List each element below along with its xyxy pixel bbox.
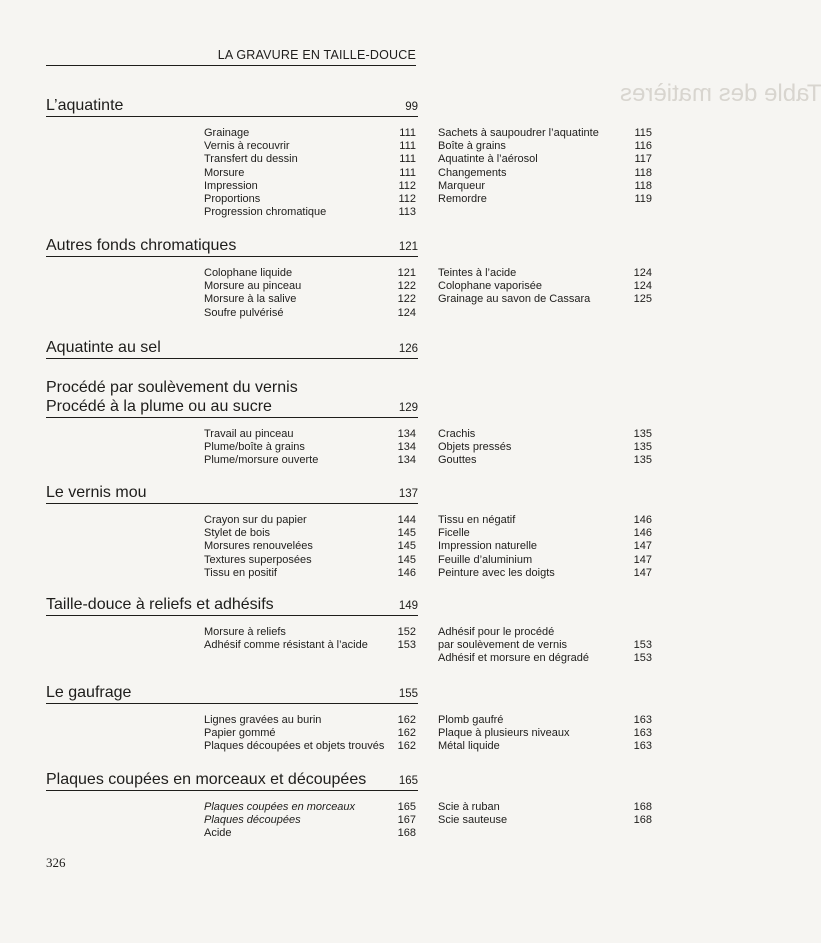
toc-entry (438, 639, 652, 652)
entry-label: Scie sauteuse (438, 814, 508, 827)
section-title (46, 96, 123, 115)
entry-page-number: 116 (634, 140, 652, 153)
left-column (204, 267, 416, 320)
toc-section (46, 338, 418, 359)
entry-label: Plaques découpées et objets trouvés (204, 740, 385, 753)
entry-label: Tissu en positif (204, 566, 277, 579)
page-number: 326 (46, 855, 66, 870)
toc-entry (438, 540, 652, 553)
entry-label: Acide (204, 827, 232, 840)
section-title (46, 483, 147, 502)
entry-page-number: 118 (634, 179, 652, 192)
entry-label: Sachets à saupoudrer l’aquatinte (438, 127, 599, 139)
entry-page-number: 119 (634, 193, 652, 206)
entry-page-number: 146 (633, 514, 652, 526)
entry-label: Stylet de bois (204, 527, 271, 540)
entry-page-number: 146 (633, 527, 652, 540)
toc-entry (204, 267, 416, 280)
toc-entry (438, 801, 652, 814)
toc-entry (438, 454, 652, 467)
section-page-number: 99 (405, 101, 418, 113)
toc-entry (204, 626, 416, 639)
toc-entry (204, 740, 416, 753)
toc-entry (204, 167, 416, 180)
toc-section (46, 595, 652, 665)
entry-page-number: 163 (633, 714, 652, 726)
section-page-number: 155 (398, 688, 418, 700)
entry-label: Adhésif et morsure en dégradé (438, 652, 590, 665)
toc-entry (438, 652, 652, 665)
toc-entry (438, 740, 652, 753)
toc-entry (204, 801, 416, 814)
toc-section (46, 770, 652, 840)
entry-page-number: 135 (633, 441, 652, 454)
toc-entry (204, 714, 416, 727)
entry-label: Crayon sur du papier (204, 514, 307, 526)
toc-entry (204, 814, 416, 827)
toc-entry (204, 307, 416, 320)
toc-entry (438, 514, 652, 527)
toc-entry (438, 441, 652, 454)
section-title (46, 683, 131, 702)
entry-page-number: 168 (633, 814, 652, 827)
entry-label: Teintes à l’acide (438, 267, 517, 279)
right-column (438, 801, 652, 827)
entry-label: Colophane liquide (204, 267, 293, 279)
entry-label: Impression naturelle (438, 540, 538, 553)
section-title-line: L’aquatinte (46, 97, 124, 114)
entry-label: Morsures renouvelées (204, 540, 313, 553)
toc-entry (438, 567, 652, 580)
section-page-number: 165 (398, 775, 418, 787)
entry-label: Papier gommé (204, 727, 276, 740)
entry-label: Progression chromatique (204, 206, 327, 219)
toc-entry (204, 293, 416, 306)
toc-entry (204, 193, 416, 206)
section-heading (46, 96, 418, 117)
toc-entry (204, 527, 416, 540)
entry-label: Aquatinte à l’aérosol (438, 153, 538, 166)
entry-page-number: 147 (633, 566, 652, 579)
section-title (46, 236, 236, 255)
toc-entry (204, 428, 416, 441)
entry-page-number: 135 (633, 454, 652, 467)
entry-label: Plaques découpées (204, 814, 301, 827)
toc-entry (438, 714, 652, 727)
entry-label: Tissu en négatif (438, 514, 516, 526)
toc-entry (438, 180, 652, 193)
entry-label: Grainage (204, 127, 250, 139)
entry-page-number: 111 (399, 140, 416, 153)
entry-label: Morsure à reliefs (204, 626, 286, 638)
toc-entry (438, 554, 652, 567)
entry-label: Impression (204, 179, 258, 192)
toc-section (46, 236, 652, 319)
entry-page-number: 162 (397, 714, 416, 726)
left-column (204, 428, 416, 468)
section-title (46, 378, 298, 416)
right-column (438, 428, 652, 468)
toc-entry (204, 540, 416, 553)
section-title (46, 595, 274, 614)
entry-label: Adhésif pour le procédé (438, 626, 555, 638)
section-title (46, 770, 366, 789)
entry-page-number: 153 (633, 639, 652, 652)
section-heading (46, 595, 418, 616)
toc-entry (204, 827, 416, 840)
section-heading (46, 770, 418, 791)
entry-page-number: 121 (397, 267, 416, 279)
entry-page-number: 112 (398, 179, 416, 192)
toc-entry (204, 554, 416, 567)
entry-page-number: 124 (633, 267, 652, 279)
entry-page-number: 162 (397, 727, 416, 740)
section-page-number: 137 (398, 488, 418, 500)
entry-label: Plaque à plusieurs niveaux (438, 727, 570, 740)
section-page-number: 121 (398, 241, 418, 253)
entry-page-number: 145 (397, 540, 416, 553)
entry-page-number: 112 (398, 193, 416, 206)
section-title-line: Autres fonds chromatiques (46, 237, 237, 254)
running-head: LA GRAVURE EN TAILLE-DOUCE (46, 48, 416, 66)
entry-page-number: 118 (634, 166, 652, 179)
entry-page-number: 135 (633, 428, 652, 440)
entry-label: Peinture avec les doigts (438, 566, 555, 579)
entry-page-number: 153 (633, 652, 652, 665)
toc-entry (204, 180, 416, 193)
entry-page-number (630, 626, 652, 639)
entry-page-number: 113 (398, 206, 416, 219)
entry-page-number: 145 (397, 527, 416, 540)
entry-label: Remordre (438, 193, 487, 206)
toc-entry (438, 153, 652, 166)
section-title-line: Le gaufrage (46, 684, 132, 701)
toc-entry (438, 167, 652, 180)
toc-entry (204, 639, 416, 652)
entry-label: Gouttes (438, 454, 477, 467)
toc-entry (438, 727, 652, 740)
entry-page-number: 168 (633, 801, 652, 813)
toc-entry (204, 280, 416, 293)
entry-page-number: 146 (397, 566, 416, 579)
section-title (46, 338, 161, 357)
toc-entry (204, 514, 416, 527)
toc-entry (204, 153, 416, 166)
toc-entry (438, 140, 652, 153)
entry-page-number: 162 (397, 740, 416, 753)
entry-page-number: 147 (633, 553, 652, 566)
entry-label: Marqueur (438, 179, 486, 192)
right-column (438, 714, 652, 754)
entry-label: Plomb gaufré (438, 714, 504, 726)
entry-label: Plaques coupées en morceaux (204, 801, 356, 813)
entry-label: Objets pressés (438, 441, 512, 454)
left-column (204, 127, 416, 219)
entry-label: Adhésif comme résistant à l’acide (204, 639, 368, 652)
entry-page-number: 134 (397, 428, 416, 440)
section-title-line: Procédé par soulèvement du vernis (46, 379, 298, 396)
entry-label: Feuille d’aluminium (438, 553, 533, 566)
toc-section (46, 683, 652, 753)
entry-page-number: 152 (397, 626, 416, 638)
section-heading (46, 338, 418, 359)
entry-page-number: 111 (399, 166, 416, 179)
entry-page-number: 111 (399, 127, 416, 139)
section-title-line: Plaques coupées en morceaux et découpées (46, 771, 367, 788)
entry-label: Textures superposées (204, 553, 312, 566)
entry-page-number: 167 (397, 814, 416, 827)
entry-page-number: 165 (397, 801, 416, 813)
entry-label: Métal liquide (438, 740, 500, 753)
toc-entry (204, 441, 416, 454)
left-column (204, 801, 416, 841)
entry-label: Plume/boîte à grains (204, 441, 305, 454)
entry-label: Morsure à la salive (204, 293, 297, 306)
toc-entry (438, 127, 652, 140)
section-title-line: Procédé à la plume ou au sucre (46, 398, 272, 415)
entry-label: Transfert du dessin (204, 153, 298, 166)
entry-page-number: 124 (397, 306, 416, 319)
toc-entry (438, 280, 652, 293)
entry-page-number: 134 (397, 454, 416, 467)
section-title-line: Aquatinte au sel (46, 339, 161, 356)
entry-page-number: 145 (397, 553, 416, 566)
toc-entry (438, 428, 652, 441)
toc-entry (204, 454, 416, 467)
section-page-number: 149 (398, 600, 418, 612)
toc-entry (204, 206, 416, 219)
toc-entry (204, 567, 416, 580)
right-column (438, 267, 652, 307)
entry-page-number: 163 (633, 740, 652, 753)
entry-label: Crachis (438, 428, 476, 440)
section-heading (46, 683, 418, 704)
left-column (204, 714, 416, 754)
toc-entry (438, 267, 652, 280)
toc-entry (438, 814, 652, 827)
entry-page-number: 144 (397, 514, 416, 526)
entry-page-number: 124 (633, 280, 652, 293)
right-column (438, 127, 652, 206)
entry-page-number: 122 (397, 280, 416, 293)
entry-label: Vernis à recouvrir (204, 140, 290, 153)
toc-section (46, 378, 652, 467)
entry-label: Boîte à grains (438, 140, 506, 153)
toc-entry (438, 293, 652, 306)
entry-label: Morsure (204, 166, 245, 179)
section-page-number: 126 (398, 343, 418, 355)
toc-section (46, 483, 652, 579)
entry-page-number: 147 (633, 540, 652, 553)
toc-entry (438, 626, 652, 639)
entry-page-number: 111 (399, 153, 416, 166)
entry-page-number: 168 (397, 827, 416, 840)
entry-label: par soulèvement de vernis (438, 639, 568, 652)
toc-entry (438, 193, 652, 206)
section-heading (46, 483, 418, 504)
entry-label: Morsure au pinceau (204, 280, 302, 293)
right-column (438, 626, 652, 666)
entry-label: Changements (438, 166, 507, 179)
entry-page-number: 122 (397, 293, 416, 306)
bleed-through-text: Table des matières (620, 80, 821, 107)
entry-page-number: 115 (634, 127, 652, 139)
section-title-line: Taille-douce à reliefs et adhésifs (46, 596, 274, 613)
entry-label: Plume/morsure ouverte (204, 454, 319, 467)
entry-label: Ficelle (438, 527, 470, 540)
entry-page-number: 134 (397, 441, 416, 454)
entry-page-number: 153 (397, 639, 416, 652)
left-column (204, 514, 416, 580)
entry-label: Grainage au savon de Cassara (438, 293, 591, 306)
entry-page-number: 125 (633, 293, 652, 306)
toc-entry (204, 140, 416, 153)
entry-label: Soufre pulvérisé (204, 306, 284, 319)
toc-section (46, 96, 652, 219)
entry-page-number: 163 (633, 727, 652, 740)
entry-page-number: 117 (634, 153, 652, 166)
left-column (204, 626, 416, 652)
section-heading (46, 236, 418, 257)
section-title-line: Le vernis mou (46, 484, 147, 501)
right-column (438, 514, 652, 580)
entry-label: Scie à ruban (438, 801, 500, 813)
entry-label: Travail au pinceau (204, 428, 294, 440)
entry-label: Lignes gravées au burin (204, 714, 322, 726)
entry-label: Colophane vaporisée (438, 280, 542, 293)
entry-label: Proportions (204, 193, 261, 206)
section-page-number: 129 (398, 402, 418, 414)
toc-entry (438, 527, 652, 540)
toc-entry (204, 127, 416, 140)
section-heading (46, 378, 418, 418)
toc-entry (204, 727, 416, 740)
